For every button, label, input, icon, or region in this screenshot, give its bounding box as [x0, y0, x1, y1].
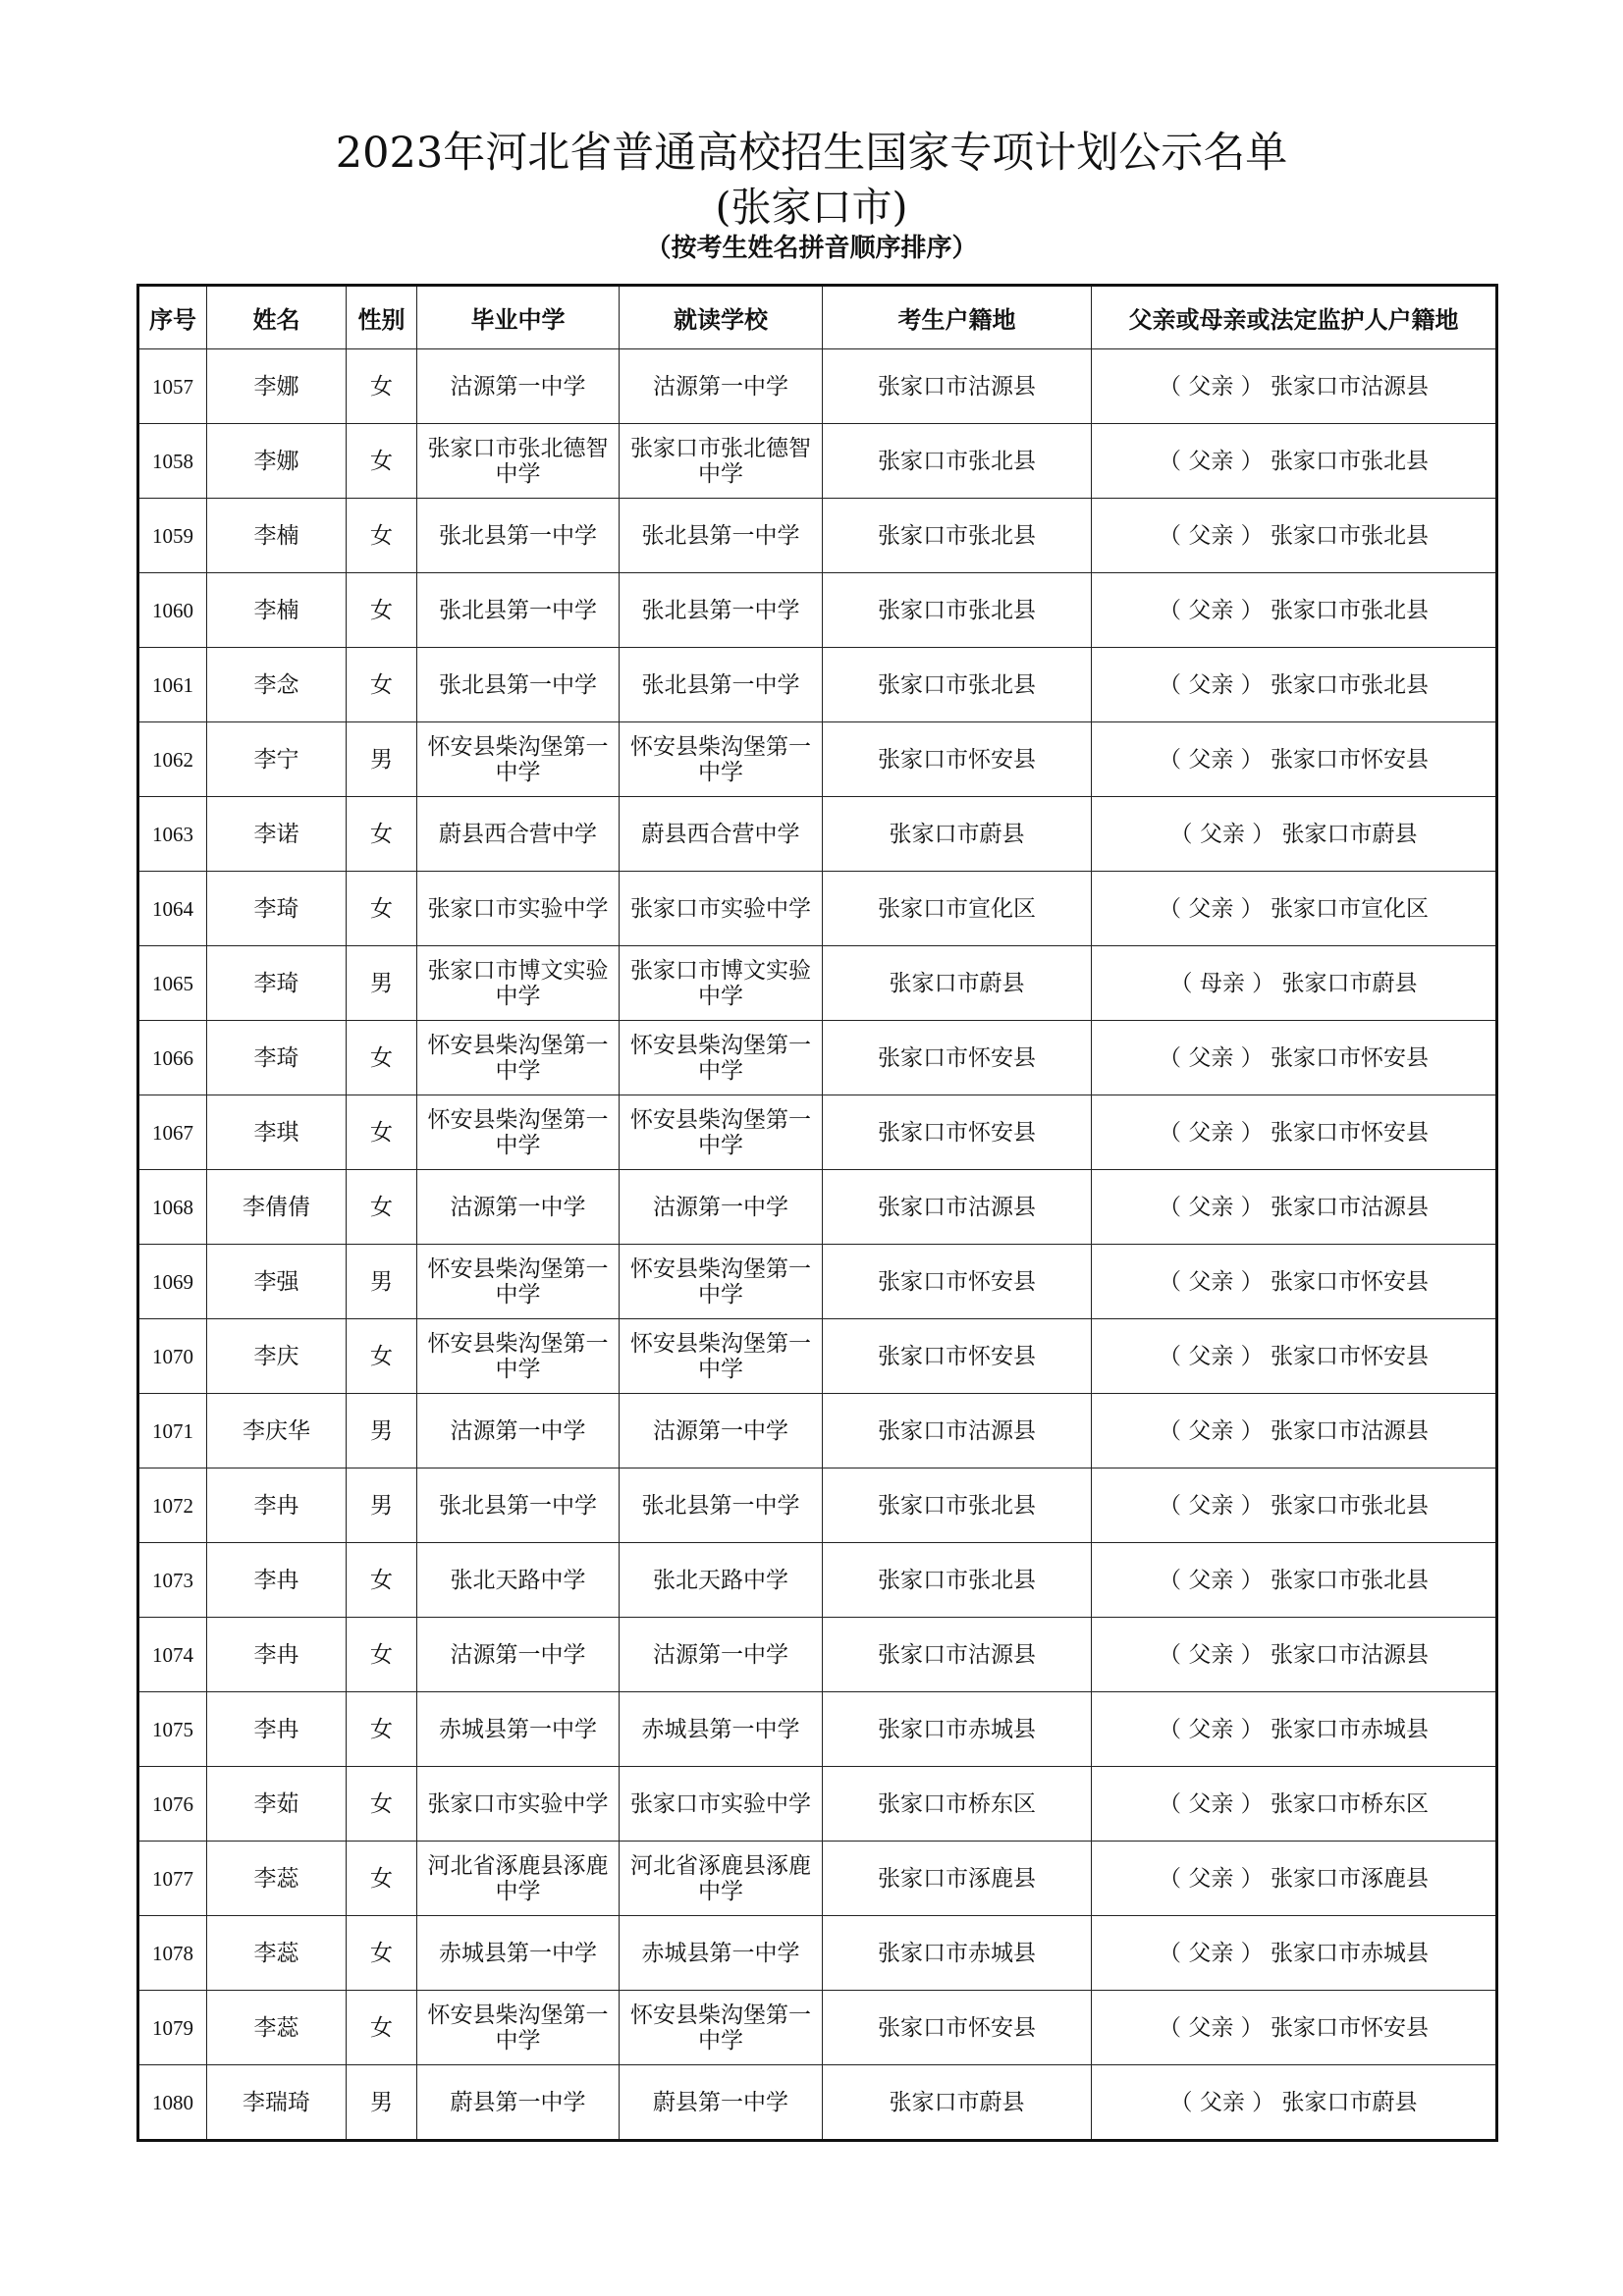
- cell-number: 1059: [138, 499, 207, 573]
- cell-guardian-registration: （ 父亲 ） 张家口市沽源县: [1092, 349, 1497, 424]
- cell-gender: 男: [347, 946, 417, 1021]
- table-row: [138, 499, 1497, 573]
- cell-graduated-school: 怀安县柴沟堡第一中学: [417, 1095, 620, 1170]
- cell-current-school: 张北县第一中学: [620, 499, 823, 573]
- cell-household-registration: 张家口市蔚县: [823, 946, 1092, 1021]
- cell-current-school: 怀安县柴沟堡第一中学: [620, 1319, 823, 1394]
- cell-gender: 女: [347, 648, 417, 722]
- table-row: [138, 1618, 1497, 1692]
- cell-current-school: 张家口市实验中学: [620, 872, 823, 946]
- cell-graduated-school: 张家口市实验中学: [417, 1767, 620, 1842]
- cell-guardian-registration: （ 父亲 ） 张家口市张北县: [1092, 424, 1497, 499]
- cell-gender: 女: [347, 499, 417, 573]
- cell-graduated-school: 怀安县柴沟堡第一中学: [417, 1319, 620, 1394]
- cell-household-registration: 张家口市蔚县: [823, 797, 1092, 872]
- cell-guardian-registration: （ 父亲 ） 张家口市张北县: [1092, 1543, 1497, 1618]
- table-row: [138, 1842, 1497, 1916]
- cell-household-registration: 张家口市沽源县: [823, 1170, 1092, 1245]
- cell-name: 李蕊: [207, 1991, 347, 2065]
- header-row: [138, 286, 1497, 349]
- cell-household-registration: 张家口市怀安县: [823, 722, 1092, 797]
- cell-graduated-school: 沽源第一中学: [417, 1394, 620, 1468]
- cell-graduated-school: 张北天路中学: [417, 1543, 620, 1618]
- roster-table: [136, 284, 1498, 2142]
- cell-gender: 女: [347, 1767, 417, 1842]
- cell-gender: 女: [347, 797, 417, 872]
- table-row: [138, 946, 1497, 1021]
- cell-graduated-school: 怀安县柴沟堡第一中学: [417, 1991, 620, 2065]
- table-row: [138, 1692, 1497, 1767]
- cell-gender: 女: [347, 1991, 417, 2065]
- cell-current-school: 沽源第一中学: [620, 1394, 823, 1468]
- cell-household-registration: 张家口市张北县: [823, 648, 1092, 722]
- cell-current-school: 沽源第一中学: [620, 1170, 823, 1245]
- cell-graduated-school: 河北省涿鹿县涿鹿中学: [417, 1842, 620, 1916]
- cell-household-registration: 张家口市赤城县: [823, 1692, 1092, 1767]
- cell-guardian-registration: （ 父亲 ） 张家口市赤城县: [1092, 1916, 1497, 1991]
- table-row: [138, 1767, 1497, 1842]
- cell-name: 李蕊: [207, 1916, 347, 1991]
- table-row: [138, 1394, 1497, 1468]
- cell-guardian-registration: （ 父亲 ） 张家口市张北县: [1092, 499, 1497, 573]
- cell-current-school: 张北县第一中学: [620, 1468, 823, 1543]
- cell-current-school: 怀安县柴沟堡第一中学: [620, 722, 823, 797]
- header-household-registration: 考生户籍地: [823, 286, 1092, 349]
- cell-number: 1066: [138, 1021, 207, 1095]
- table-row: [138, 1468, 1497, 1543]
- table-row: [138, 424, 1497, 499]
- cell-number: 1063: [138, 797, 207, 872]
- cell-number: 1064: [138, 872, 207, 946]
- page-title: 2023年河北省普通高校招生国家专项计划公示名单: [335, 129, 1288, 178]
- cell-name: 李庆华: [207, 1394, 347, 1468]
- cell-current-school: 张家口市张北德智中学: [620, 424, 823, 499]
- cell-household-registration: 张家口市蔚县: [823, 2065, 1092, 2141]
- cell-household-registration: 张家口市桥东区: [823, 1767, 1092, 1842]
- table-row: [138, 573, 1497, 648]
- table-row: [138, 349, 1497, 424]
- cell-guardian-registration: （ 父亲 ） 张家口市怀安县: [1092, 1245, 1497, 1319]
- cell-current-school: 赤城县第一中学: [620, 1692, 823, 1767]
- cell-name: 李蕊: [207, 1842, 347, 1916]
- cell-household-registration: 张家口市宣化区: [823, 872, 1092, 946]
- cell-guardian-registration: （ 母亲 ） 张家口市蔚县: [1092, 946, 1497, 1021]
- cell-name: 李强: [207, 1245, 347, 1319]
- cell-gender: 女: [347, 1692, 417, 1767]
- cell-current-school: 怀安县柴沟堡第一中学: [620, 1021, 823, 1095]
- header-name: 姓名: [207, 286, 347, 349]
- table-row: [138, 1916, 1497, 1991]
- cell-current-school: 张北县第一中学: [620, 573, 823, 648]
- cell-name: 李宁: [207, 722, 347, 797]
- cell-guardian-registration: （ 父亲 ） 张家口市沽源县: [1092, 1170, 1497, 1245]
- cell-graduated-school: 蔚县第一中学: [417, 2065, 620, 2141]
- cell-graduated-school: 赤城县第一中学: [417, 1692, 620, 1767]
- cell-guardian-registration: （ 父亲 ） 张家口市宣化区: [1092, 872, 1497, 946]
- cell-household-registration: 张家口市涿鹿县: [823, 1842, 1092, 1916]
- cell-guardian-registration: （ 父亲 ） 张家口市蔚县: [1092, 2065, 1497, 2141]
- cell-household-registration: 张家口市赤城县: [823, 1916, 1092, 1991]
- cell-guardian-registration: （ 父亲 ） 张家口市沽源县: [1092, 1618, 1497, 1692]
- cell-current-school: 赤城县第一中学: [620, 1916, 823, 1991]
- cell-name: 李楠: [207, 573, 347, 648]
- cell-current-school: 怀安县柴沟堡第一中学: [620, 1991, 823, 2065]
- cell-household-registration: 张家口市张北县: [823, 499, 1092, 573]
- cell-name: 李冉: [207, 1618, 347, 1692]
- cell-current-school: 蔚县第一中学: [620, 2065, 823, 2141]
- cell-gender: 女: [347, 1916, 417, 1991]
- cell-graduated-school: 张北县第一中学: [417, 1468, 620, 1543]
- table-row: [138, 648, 1497, 722]
- cell-number: 1077: [138, 1842, 207, 1916]
- table-row: [138, 1319, 1497, 1394]
- cell-graduated-school: 张家口市实验中学: [417, 872, 620, 946]
- cell-gender: 女: [347, 872, 417, 946]
- table-row: [138, 1991, 1497, 2065]
- cell-number: 1078: [138, 1916, 207, 1991]
- cell-graduated-school: 怀安县柴沟堡第一中学: [417, 722, 620, 797]
- cell-gender: 男: [347, 1394, 417, 1468]
- cell-name: 李娜: [207, 349, 347, 424]
- cell-gender: 女: [347, 1170, 417, 1245]
- cell-name: 李琦: [207, 1021, 347, 1095]
- cell-gender: 女: [347, 1021, 417, 1095]
- cell-number: 1060: [138, 573, 207, 648]
- page-subtitle: (张家口市): [715, 184, 908, 231]
- table-row: [138, 1170, 1497, 1245]
- cell-guardian-registration: （ 父亲 ） 张家口市涿鹿县: [1092, 1842, 1497, 1916]
- cell-graduated-school: 沽源第一中学: [417, 349, 620, 424]
- cell-guardian-registration: （ 父亲 ） 张家口市赤城县: [1092, 1692, 1497, 1767]
- cell-graduated-school: 张家口市博文实验中学: [417, 946, 620, 1021]
- cell-gender: 女: [347, 1618, 417, 1692]
- cell-household-registration: 张家口市怀安县: [823, 1021, 1092, 1095]
- table-row: [138, 1095, 1497, 1170]
- cell-current-school: 张北天路中学: [620, 1543, 823, 1618]
- cell-number: 1080: [138, 2065, 207, 2141]
- cell-gender: 女: [347, 349, 417, 424]
- cell-household-registration: 张家口市怀安县: [823, 1991, 1092, 2065]
- cell-current-school: 蔚县西合营中学: [620, 797, 823, 872]
- cell-name: 李冉: [207, 1692, 347, 1767]
- cell-household-registration: 张家口市怀安县: [823, 1319, 1092, 1394]
- cell-graduated-school: 蔚县西合营中学: [417, 797, 620, 872]
- table-row: [138, 797, 1497, 872]
- header-number: 序号: [138, 286, 207, 349]
- cell-gender: 男: [347, 1468, 417, 1543]
- cell-guardian-registration: （ 父亲 ） 张家口市沽源县: [1092, 1394, 1497, 1468]
- cell-name: 李冉: [207, 1468, 347, 1543]
- cell-gender: 女: [347, 424, 417, 499]
- cell-graduated-school: 沽源第一中学: [417, 1618, 620, 1692]
- cell-graduated-school: 张北县第一中学: [417, 573, 620, 648]
- cell-current-school: 怀安县柴沟堡第一中学: [620, 1095, 823, 1170]
- cell-number: 1069: [138, 1245, 207, 1319]
- cell-name: 李诺: [207, 797, 347, 872]
- header-guardian-registration: 父亲或母亲或法定监护人户籍地: [1092, 286, 1497, 349]
- cell-household-registration: 张家口市沽源县: [823, 1394, 1092, 1468]
- header-gender: 性别: [347, 286, 417, 349]
- cell-guardian-registration: （ 父亲 ） 张家口市蔚县: [1092, 797, 1497, 872]
- cell-guardian-registration: （ 父亲 ） 张家口市怀安县: [1092, 1991, 1497, 2065]
- cell-number: 1068: [138, 1170, 207, 1245]
- cell-household-registration: 张家口市沽源县: [823, 1618, 1092, 1692]
- table-row: [138, 722, 1497, 797]
- cell-graduated-school: 张家口市张北德智中学: [417, 424, 620, 499]
- cell-name: 李娜: [207, 424, 347, 499]
- cell-number: 1071: [138, 1394, 207, 1468]
- cell-number: 1079: [138, 1991, 207, 2065]
- cell-household-registration: 张家口市张北县: [823, 1468, 1092, 1543]
- table-body: [138, 349, 1497, 2141]
- cell-current-school: 河北省涿鹿县涿鹿中学: [620, 1842, 823, 1916]
- table-row: [138, 1543, 1497, 1618]
- cell-current-school: 沽源第一中学: [620, 1618, 823, 1692]
- cell-gender: 男: [347, 1245, 417, 1319]
- cell-current-school: 怀安县柴沟堡第一中学: [620, 1245, 823, 1319]
- cell-name: 李琦: [207, 872, 347, 946]
- cell-number: 1076: [138, 1767, 207, 1842]
- cell-household-registration: 张家口市沽源县: [823, 349, 1092, 424]
- cell-gender: 女: [347, 1543, 417, 1618]
- table-header: [138, 286, 1497, 349]
- cell-number: 1057: [138, 349, 207, 424]
- cell-current-school: 张家口市博文实验中学: [620, 946, 823, 1021]
- table-row: [138, 872, 1497, 946]
- cell-number: 1070: [138, 1319, 207, 1394]
- cell-number: 1072: [138, 1468, 207, 1543]
- cell-household-registration: 张家口市怀安县: [823, 1245, 1092, 1319]
- cell-gender: 女: [347, 1842, 417, 1916]
- cell-household-registration: 张家口市张北县: [823, 424, 1092, 499]
- cell-number: 1074: [138, 1618, 207, 1692]
- cell-graduated-school: 沽源第一中学: [417, 1170, 620, 1245]
- header-graduated-school: 毕业中学: [417, 286, 620, 349]
- table-row: [138, 1245, 1497, 1319]
- cell-guardian-registration: （ 父亲 ） 张家口市怀安县: [1092, 1095, 1497, 1170]
- cell-number: 1073: [138, 1543, 207, 1618]
- cell-guardian-registration: （ 父亲 ） 张家口市张北县: [1092, 573, 1497, 648]
- cell-graduated-school: 怀安县柴沟堡第一中学: [417, 1021, 620, 1095]
- cell-number: 1058: [138, 424, 207, 499]
- sort-note: （按考生姓名拼音顺序排序）: [645, 234, 978, 263]
- cell-number: 1067: [138, 1095, 207, 1170]
- cell-number: 1075: [138, 1692, 207, 1767]
- table-row: [138, 1021, 1497, 1095]
- cell-name: 李茹: [207, 1767, 347, 1842]
- cell-graduated-school: 怀安县柴沟堡第一中学: [417, 1245, 620, 1319]
- cell-guardian-registration: （ 父亲 ） 张家口市张北县: [1092, 1468, 1497, 1543]
- cell-gender: 女: [347, 1095, 417, 1170]
- cell-name: 李庆: [207, 1319, 347, 1394]
- cell-current-school: 张北县第一中学: [620, 648, 823, 722]
- cell-name: 李念: [207, 648, 347, 722]
- cell-number: 1062: [138, 722, 207, 797]
- cell-number: 1065: [138, 946, 207, 1021]
- cell-name: 李琪: [207, 1095, 347, 1170]
- cell-current-school: 沽源第一中学: [620, 349, 823, 424]
- cell-household-registration: 张家口市张北县: [823, 1543, 1092, 1618]
- cell-guardian-registration: （ 父亲 ） 张家口市怀安县: [1092, 722, 1497, 797]
- cell-gender: 男: [347, 2065, 417, 2141]
- cell-guardian-registration: （ 父亲 ） 张家口市桥东区: [1092, 1767, 1497, 1842]
- table-row: [138, 2065, 1497, 2141]
- cell-guardian-registration: （ 父亲 ） 张家口市怀安县: [1092, 1319, 1497, 1394]
- cell-guardian-registration: （ 父亲 ） 张家口市张北县: [1092, 648, 1497, 722]
- cell-household-registration: 张家口市张北县: [823, 573, 1092, 648]
- cell-gender: 女: [347, 1319, 417, 1394]
- cell-name: 李琦: [207, 946, 347, 1021]
- cell-name: 李冉: [207, 1543, 347, 1618]
- cell-household-registration: 张家口市怀安县: [823, 1095, 1092, 1170]
- cell-name: 李楠: [207, 499, 347, 573]
- cell-graduated-school: 张北县第一中学: [417, 499, 620, 573]
- cell-name: 李倩倩: [207, 1170, 347, 1245]
- cell-guardian-registration: （ 父亲 ） 张家口市怀安县: [1092, 1021, 1497, 1095]
- cell-current-school: 张家口市实验中学: [620, 1767, 823, 1842]
- cell-graduated-school: 张北县第一中学: [417, 648, 620, 722]
- cell-name: 李瑞琦: [207, 2065, 347, 2141]
- cell-graduated-school: 赤城县第一中学: [417, 1916, 620, 1991]
- cell-gender: 男: [347, 722, 417, 797]
- header-current-school: 就读学校: [620, 286, 823, 349]
- cell-gender: 女: [347, 573, 417, 648]
- cell-number: 1061: [138, 648, 207, 722]
